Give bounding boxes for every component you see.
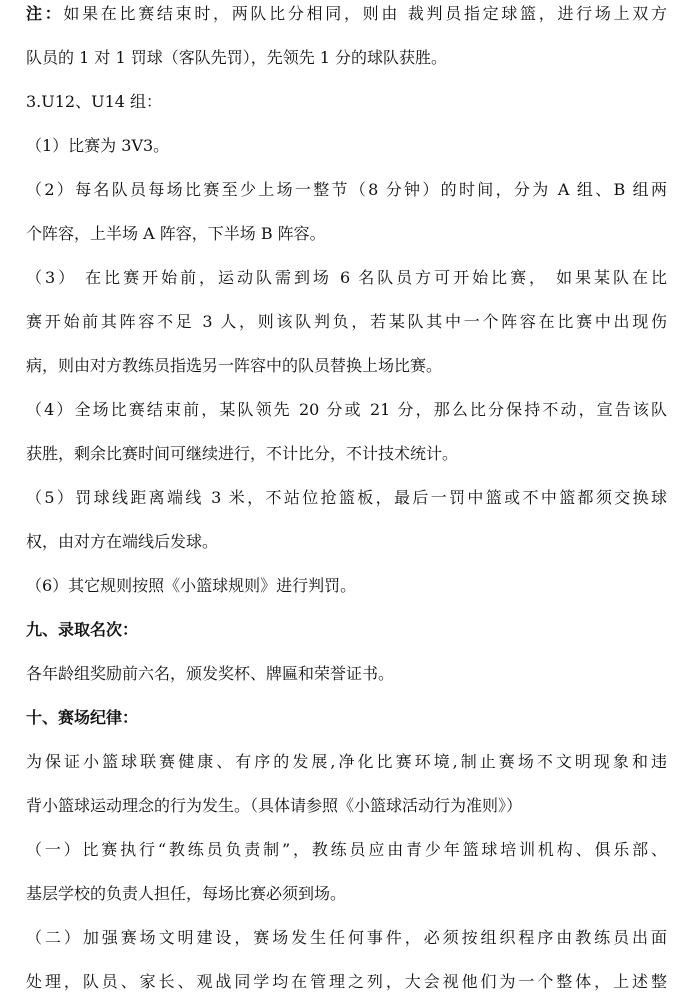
heading-awards: 九、录取名次： [26,620,139,639]
discipline-rule-2-line-2: 处理，队员、家长、观战同学均在管理之列，大会视他们为一个整体，上述整 [26,972,667,991]
rule-item-6: （6）其它规则按照《小篮球规则》进行判罚。 [26,576,357,595]
rule-item-5-line-2: 权，由对方在端线后发球。 [26,532,219,551]
rule-item-2-line-1: （2）每名队员每场比赛至少上场一整节（8 分钟）的时间，分为 A 组、B 组两 [26,180,667,199]
rule-item-3-line-2: 赛开始前其阵容不足 3 人，则该队判负，若某队其中一个阵容在比赛中出现伤 [26,312,667,331]
discipline-rule-1-line-2: 基层学校的负责人担任，每场比赛必须到场。 [26,884,347,903]
discipline-intro-line-2: 背小篮球运动理念的行为发生。（具体请参照《小篮球活动行为准则》） [26,796,523,815]
rule-item-2-line-2: 个阵容，上半场 A 阵容，下半场 B 阵容。 [26,224,326,243]
discipline-intro-line-1: 为保证小篮球联赛健康、有序的发展,净化比赛环境,制止赛场不文明现象和违 [26,752,667,771]
discipline-rule-2-line-1: （二）加强赛场文明建设，赛场发生任何事件，必须按组织程序由教练员出面 [26,928,667,947]
note-text-1: 如果在比赛结束时，两队比分相同，则由 裁判员指定球篮，进行场上双方 [63,4,667,23]
discipline-rule-1-line-1: （一）比赛执行“教练员负责制”，教练员应由青少年篮球培训机构、俱乐部、 [26,840,667,859]
heading-discipline: 十、赛场纪律： [26,708,139,727]
note-label: 注： [26,4,64,23]
rule-item-3-line-3: 病，则由对方教练员指选另一阵容中的队员替换上场比赛。 [26,356,443,375]
rule-item-4-line-2: 获胜，剩余比赛时间可继续进行，不计比分，不计技术统计。 [26,444,459,463]
rule-item-5-line-1: （5）罚球线距离端线 3 米，不站位抢篮板，最后一罚中篮或不中篮都须交换球 [26,488,667,507]
awards-paragraph: 各年龄组奖励前六名，颁发奖杯、牌匾和荣誉证书。 [26,664,395,683]
rule-item-1: （1）比赛为 3V3。 [26,136,170,155]
section-u12-u14-heading: 3.U12、U14 组： [26,92,163,111]
note-line-2: 队员的 1 对 1 罚球（客队先罚），先领先 1 分的球队获胜。 [26,48,448,67]
rule-item-3-line-1: （3） 在比赛开始前，运动队需到场 6 名队员方可开始比赛， 如果某队在比 [26,268,667,287]
note-line-1 [26,4,667,24]
rule-item-4-line-1: （4）全场比赛结束前，某队领先 20 分或 21 分，那么比分保持不动，宣告该队 [26,400,667,419]
